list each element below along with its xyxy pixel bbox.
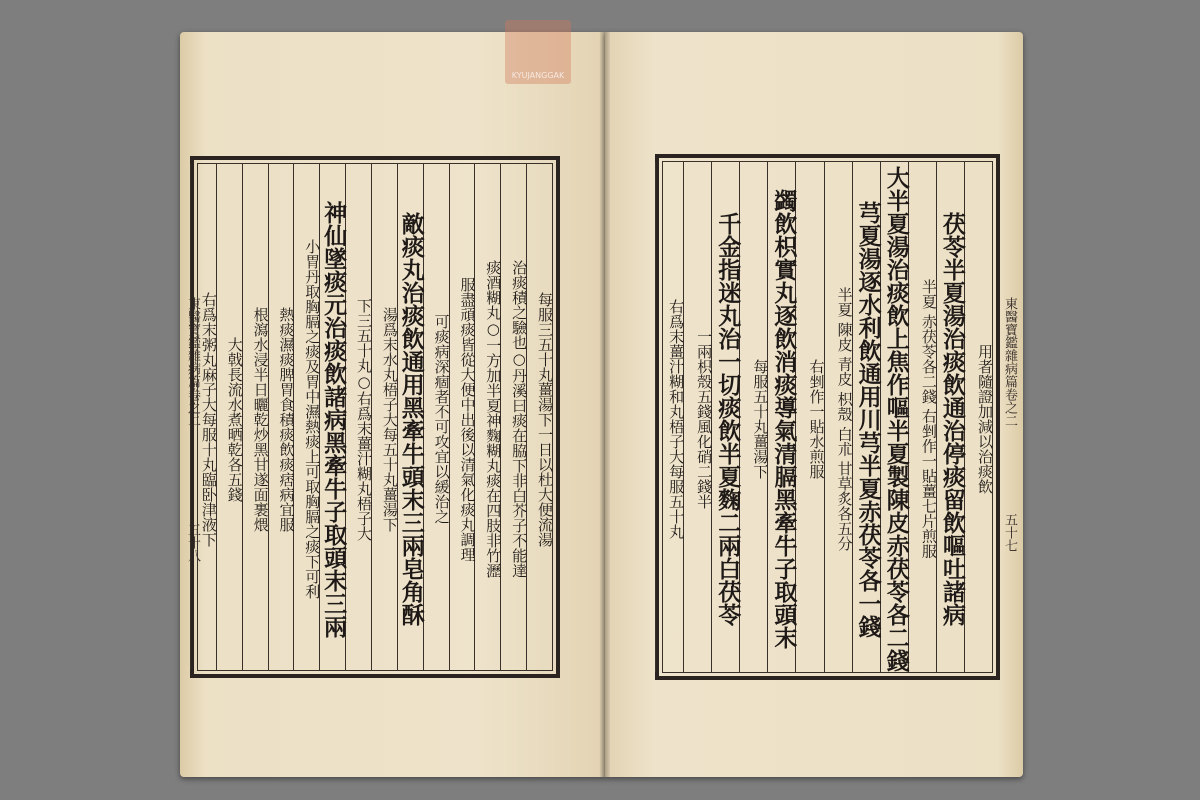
- watermark-stamp: [505, 20, 571, 84]
- right-page-text-column: 半夏 赤茯苓各二錢 右剉作一貼薑七片煎服: [908, 162, 936, 672]
- left-page-text-column: 敵痰丸治痰飲通用黑牽牛頭末三兩皂角酥: [397, 164, 423, 670]
- left-page-text-column: 服盡頑痰皆從大便中出後以清氣化痰丸調理: [449, 164, 475, 670]
- left-page-text-column: 痰酒糊丸○一方加半夏神麴糊丸痰在四肢非竹瀝: [474, 164, 500, 670]
- book-gutter: [600, 32, 610, 777]
- left-page-text-column: 可痰病深痼者不可攻宜以緩治之: [423, 164, 449, 670]
- right-page-number: 五十七: [1002, 512, 1017, 552]
- right-text-frame: [655, 154, 1000, 680]
- right-page-text-column: 大半夏湯治痰飲上焦作嘔半夏製陳皮赤茯苓各二錢: [880, 162, 908, 672]
- right-page-text-column: 千金指迷丸治一切痰飲半夏麴二兩白茯苓: [711, 162, 739, 672]
- left-page-number: 五十八: [185, 522, 200, 562]
- left-page-text-column: 熱痰濕痰脾胃食積痰飲痰痞病宜服: [268, 164, 294, 670]
- right-page-text-column: 每服五十丸薑湯下: [739, 162, 767, 672]
- left-page-text-column: 湯爲末水丸梧子大每五十丸薑湯下: [371, 164, 397, 670]
- left-text-frame: [190, 156, 560, 678]
- left-page-text-column: 每服三五十丸薑湯下一日以杜大便流湯: [526, 164, 552, 670]
- right-page-text-column: 右爲末薑汁糊和丸梧子大每服五十丸: [655, 162, 683, 672]
- right-page-text-column: 一兩枳殼五錢風化硝二錢半: [683, 162, 711, 672]
- right-page-text-column: 半夏 陳皮 青皮 枳殼 白朮 甘草炙各五分: [824, 162, 852, 672]
- left-page-text-column: 治痰積之驗也○丹溪曰痰在脇下非白芥子不能達: [500, 164, 526, 670]
- watermark-text: KYUJANGGAK: [511, 71, 565, 80]
- left-page: [180, 32, 605, 777]
- left-margin-title: 東醫寶鑑雜病篇卷之二: [185, 297, 200, 427]
- right-page: [605, 32, 1023, 777]
- left-page-text-column: 神仙墜痰元治痰飲諸病黑牽牛子取頭末三兩: [319, 164, 345, 670]
- left-page-text-column: 小胃丹取胸膈之痰及胃中濕熱痰上可取胸膈之痰下可利: [293, 164, 319, 670]
- left-page-text-column: 右爲末粥丸麻子大每服十丸臨卧津液下: [190, 164, 216, 670]
- right-page-text-column: 茯苓半夏湯治痰飲通治停痰留飲嘔吐諸病: [936, 162, 964, 672]
- left-page-text-column: 大戟長流水煮晒乾各五錢: [216, 164, 242, 670]
- left-page-text-column: 下三五十丸○右爲末薑汁糊丸梧子大: [345, 164, 371, 670]
- left-page-text-column: 根瀉水浸半日曬乾炒黑甘遂面裹煨: [242, 164, 268, 670]
- right-page-text-column: 蠲飲枳實丸逐飲消痰導氣清膈黑牽牛子取頭末: [767, 162, 795, 672]
- open-book: [180, 32, 1023, 777]
- right-page-text-column: 用者隨證加減以治痰飲: [964, 162, 992, 672]
- right-page-text-column: 芎夏湯逐水利飲通用川芎半夏赤茯苓各一錢: [852, 162, 880, 672]
- right-margin-title: 東醫寶鑑雜病篇卷之二: [1002, 297, 1017, 427]
- right-page-text-column: 右剉作一貼水煎服: [795, 162, 823, 672]
